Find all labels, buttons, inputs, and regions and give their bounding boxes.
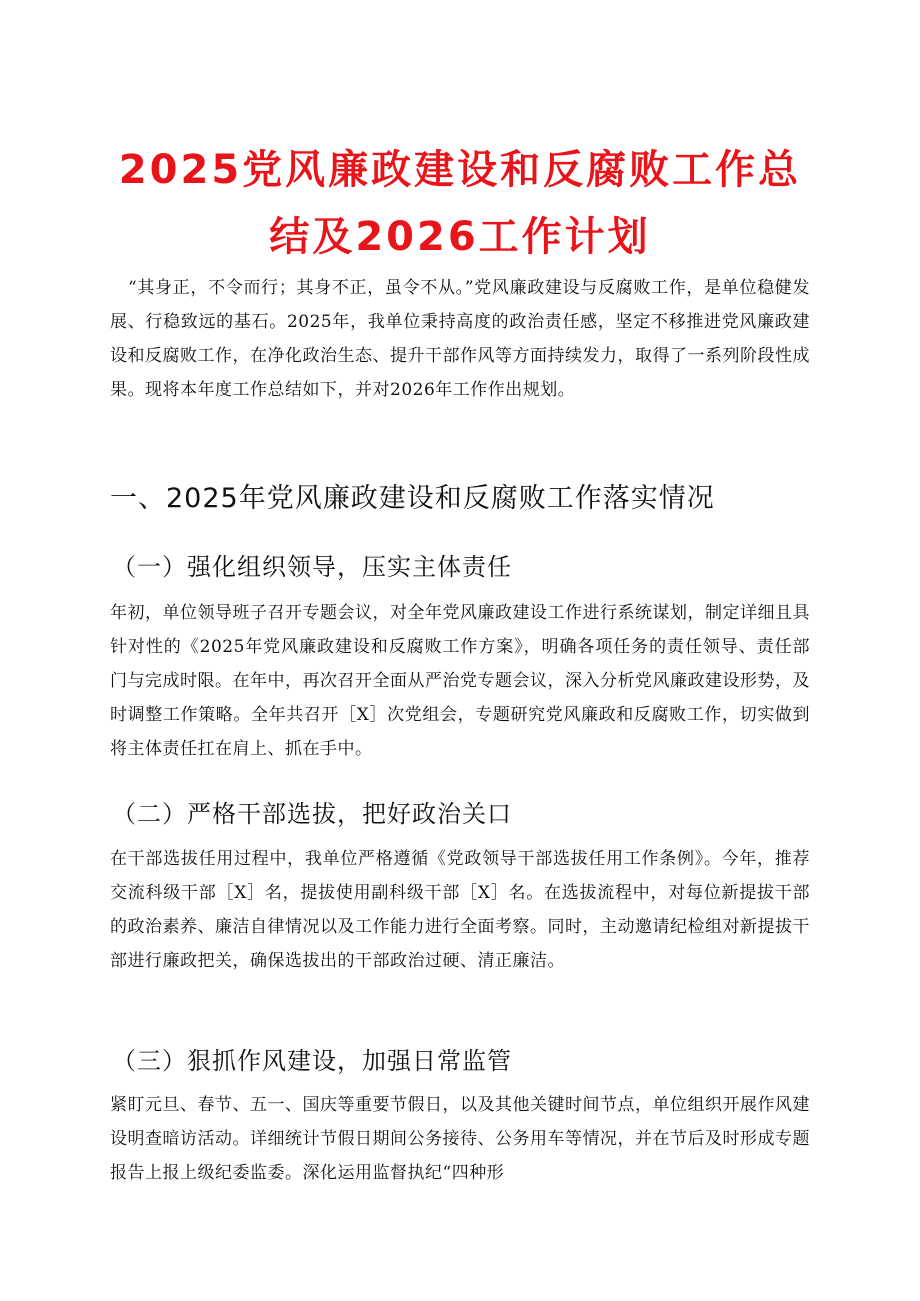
document-title-line-1: 2025党风廉政建设和反腐败工作总 [118,147,802,193]
section-1-heading: 一、2025年党风廉政建设和反腐败工作落实情况 [110,483,715,514]
intro-paragraph: “其身正，不令而行；其身不正，虽令不从。”党风廉政建设与反腐败工作，是单位稳健发展、行稳致远的基石。2025年，我单位秉持高度的政治责任感，坚定不移推进党风廉政建设和反腐败工作，在净化政治生态、提升干部作风等方面持续发力，取得了一系列阶段性成果。现将本年度工作总结如下，并对2026年工作作出规划。 [110,278,810,400]
subsection-1-body: 年初，单位领导班子召开专题会议，对全年党风廉政建设工作进行系统谋划，制定详细且具针对性的《2025年党风廉政建设和反腐败工作方案》，明确各项任务的责任领导、责任部门与完成时限。在年中，再次召开全面从严治党专题会议，深入分析党风廉政建设形势，及时调整工作策略。全年共召开［X］次党组会，专题研究党风廉政和反腐败工作，切实做到将主体责任扛在肩上、抓在手中。 [110,603,810,759]
subsection-3-body: 紧盯元旦、春节、五一、国庆等重要节假日，以及其他关键时间节点，单位组织开展作风建设明查暗访活动。详细统计节假日期间公务接待、公务用车等情况，并在节后及时形成专题报告上报上级纪委监委。深化运用监督执纪“四种形 [110,1095,810,1183]
subsection-2-body: 在干部选拔任用过程中，我单位严格遵循《党政领导干部选拔任用工作条例》。今年，推荐交流科级干部［X］名，提拔使用副科级干部［X］名。在选拔流程中，对每位新提拔干部的政治素养、廉洁自律情况以及工作能力进行全面考察。同时，主动邀请纪检组对新提拔干部进行廉政把关，确保选拔出的干部政治过硬、清正廉洁。 [110,849,810,971]
subsection-3-heading: （三）狠抓作风建设，加强日常监管 [112,1047,512,1075]
document-title-line-2: 结及2026工作计划 [269,214,651,260]
subsection-2-heading: （二）严格干部选拔，把好政治关口 [112,800,512,828]
subsection-1-heading: （一）强化组织领导，压实主体责任 [112,553,512,581]
